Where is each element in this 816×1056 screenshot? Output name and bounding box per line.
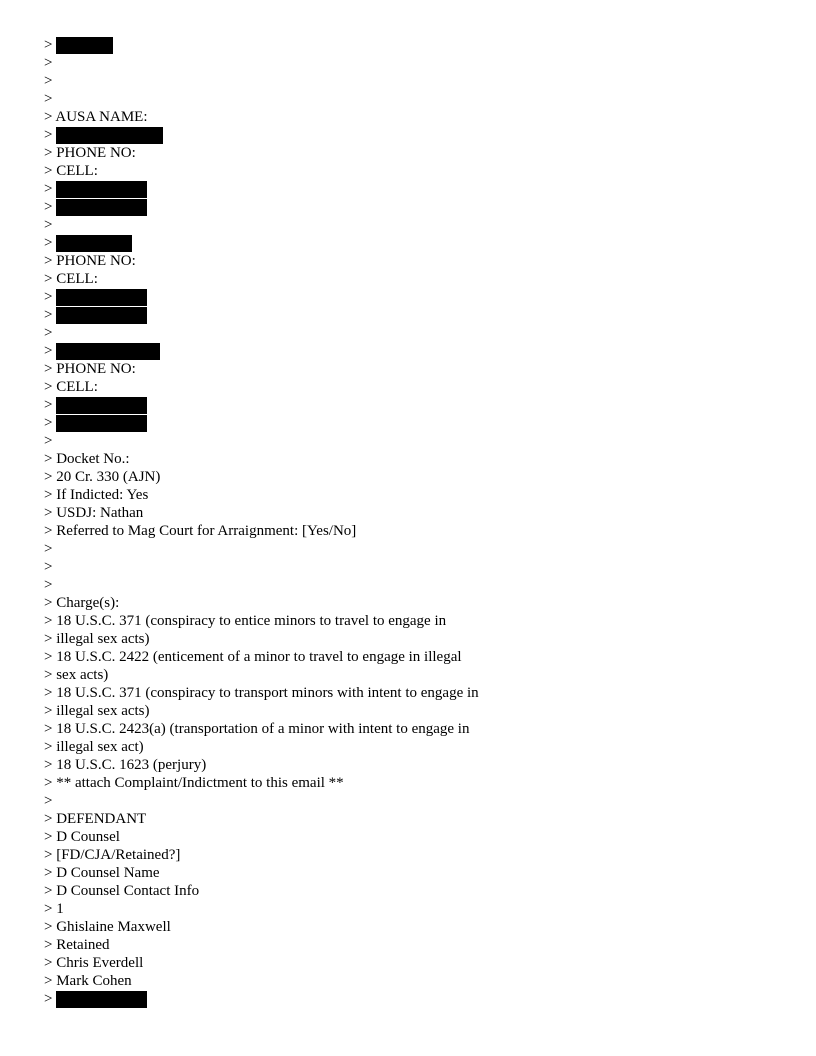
- redacted-line: [44, 342, 784, 360]
- quote-marker: >: [44, 721, 53, 737]
- line-text: 18 U.S.C. 371 (conspiracy to transport minors with intent to engage in: [52, 685, 479, 701]
- line-text: 1: [52, 901, 64, 917]
- quote-marker: >: [44, 307, 53, 323]
- quote-marker: >: [44, 397, 53, 413]
- quote-marker: >: [44, 829, 53, 845]
- line-text: D Counsel: [52, 829, 120, 845]
- quote-marker: >: [44, 505, 53, 521]
- text-line: [44, 360, 784, 378]
- line-text: D Counsel Contact Info: [52, 883, 200, 899]
- text-line: [44, 162, 784, 180]
- text-line: [44, 648, 784, 666]
- quote-marker: >: [44, 757, 53, 773]
- line-text: CELL:: [52, 271, 98, 287]
- quote-marker: >: [44, 343, 53, 359]
- text-line: [44, 738, 784, 756]
- text-line: [44, 432, 784, 450]
- quote-marker: >: [44, 883, 53, 899]
- line-text: illegal sex acts): [52, 703, 150, 719]
- quote-marker: >: [44, 325, 53, 341]
- quote-marker: >: [44, 181, 53, 197]
- line-text: CELL:: [52, 163, 98, 179]
- line-text: ** attach Complaint/Indictment to this email **: [52, 775, 344, 791]
- line-text: DEFENDANT: [52, 811, 147, 827]
- quote-marker: >: [44, 145, 53, 161]
- quote-marker: >: [44, 289, 53, 305]
- text-line: [44, 144, 784, 162]
- redaction-box: [56, 343, 160, 360]
- redacted-line: [44, 126, 784, 144]
- quote-marker: >: [44, 901, 53, 917]
- text-line: [44, 720, 784, 738]
- text-line: [44, 594, 784, 612]
- line-text: Charge(s):: [52, 595, 120, 611]
- text-line: [44, 486, 784, 504]
- text-line: [44, 630, 784, 648]
- line-text: 18 U.S.C. 2422 (enticement of a minor to travel to engage in illegal: [52, 649, 462, 665]
- redacted-line: [44, 396, 784, 414]
- quote-marker: >: [44, 775, 53, 791]
- line-text: CELL:: [52, 379, 98, 395]
- text-line: [44, 666, 784, 684]
- quote-marker: >: [44, 667, 53, 683]
- quote-marker: >: [44, 703, 53, 719]
- quote-marker: >: [44, 163, 53, 179]
- quote-marker: >: [44, 271, 53, 287]
- redaction-box: [56, 181, 147, 198]
- line-text: PHONE NO:: [52, 361, 136, 377]
- quote-marker: >: [44, 541, 53, 557]
- quote-marker: >: [44, 235, 53, 251]
- quote-marker: >: [44, 631, 53, 647]
- line-text: 18 U.S.C. 1623 (perjury): [52, 757, 207, 773]
- quote-marker: >: [44, 919, 53, 935]
- line-text: illegal sex acts): [52, 631, 150, 647]
- line-text: [FD/CJA/Retained?]: [52, 847, 181, 863]
- line-text: 18 U.S.C. 371 (conspiracy to entice minors to travel to engage in: [52, 613, 447, 629]
- text-line: [44, 612, 784, 630]
- redaction-box: [56, 397, 147, 414]
- text-line: [44, 54, 784, 72]
- quote-marker: >: [44, 955, 53, 971]
- text-line: [44, 72, 784, 90]
- text-line: [44, 756, 784, 774]
- text-line: [44, 558, 784, 576]
- text-line: [44, 810, 784, 828]
- text-line: [44, 936, 784, 954]
- redacted-line: [44, 990, 784, 1008]
- quote-marker: >: [44, 91, 53, 107]
- quote-marker: >: [44, 613, 53, 629]
- quote-marker: >: [44, 523, 53, 539]
- redaction-box: [56, 235, 132, 252]
- line-text: 20 Cr. 330 (AJN): [52, 469, 161, 485]
- line-text: Referred to Mag Court for Arraignment: [Yes/No]: [52, 523, 357, 539]
- quote-marker: >: [44, 55, 53, 71]
- redacted-line: [44, 306, 784, 324]
- quote-marker: >: [44, 469, 53, 485]
- quote-marker: >: [44, 487, 53, 503]
- quote-marker: >: [44, 379, 53, 395]
- line-text: 18 U.S.C. 2423(a) (transportation of a minor with intent to engage in: [52, 721, 470, 737]
- text-line: [44, 900, 784, 918]
- text-line: [44, 504, 784, 522]
- quote-marker: >: [44, 811, 53, 827]
- text-line: [44, 774, 784, 792]
- quote-marker: >: [44, 793, 53, 809]
- text-line: [44, 954, 784, 972]
- redaction-box: [56, 127, 163, 144]
- text-line: [44, 972, 784, 990]
- quote-marker: >: [44, 127, 53, 143]
- quote-marker: >: [44, 559, 53, 575]
- text-line: [44, 270, 784, 288]
- quote-marker: >: [44, 865, 53, 881]
- quote-marker: >: [44, 415, 53, 431]
- redacted-line: [44, 180, 784, 198]
- text-line: [44, 378, 784, 396]
- text-line: [44, 576, 784, 594]
- text-line: [44, 828, 784, 846]
- text-line: [44, 882, 784, 900]
- line-text: If Indicted: Yes: [52, 487, 149, 503]
- quote-marker: >: [44, 739, 53, 755]
- redaction-box: [56, 289, 147, 306]
- line-text: PHONE NO:: [52, 145, 136, 161]
- text-line: [44, 540, 784, 558]
- quote-marker: >: [44, 991, 53, 1007]
- text-line: [44, 450, 784, 468]
- redacted-line: [44, 198, 784, 216]
- text-line: [44, 522, 784, 540]
- quote-marker: >: [44, 433, 53, 449]
- line-text: illegal sex act): [52, 739, 144, 755]
- text-line: [44, 918, 784, 936]
- text-line: [44, 702, 784, 720]
- quote-marker: >: [44, 109, 53, 125]
- redaction-box: [56, 991, 147, 1008]
- text-line: [44, 468, 784, 486]
- quote-marker: >: [44, 847, 53, 863]
- redaction-box: [56, 199, 147, 216]
- redacted-line: [44, 414, 784, 432]
- line-text: Mark Cohen: [52, 973, 132, 989]
- line-text: sex acts): [52, 667, 109, 683]
- quote-marker: >: [44, 217, 53, 233]
- text-line: [44, 846, 784, 864]
- line-text: AUSA NAME:: [52, 109, 148, 125]
- line-text: Chris Everdell: [52, 955, 144, 971]
- line-text: Retained: [52, 937, 110, 953]
- email-quoted-text: [44, 36, 784, 1008]
- text-line: [44, 252, 784, 270]
- quote-marker: >: [44, 649, 53, 665]
- quote-marker: >: [44, 685, 53, 701]
- text-line: [44, 216, 784, 234]
- line-text: Docket No.:: [52, 451, 130, 467]
- line-text: USDJ: Nathan: [52, 505, 144, 521]
- line-text: Ghislaine Maxwell: [52, 919, 171, 935]
- redacted-line: [44, 288, 784, 306]
- quote-marker: >: [44, 973, 53, 989]
- redaction-box: [56, 307, 147, 324]
- line-text: D Counsel Name: [52, 865, 160, 881]
- text-line: [44, 864, 784, 882]
- redaction-box: [56, 37, 113, 54]
- quote-marker: >: [44, 451, 53, 467]
- redacted-line: [44, 36, 784, 54]
- quote-marker: >: [44, 937, 53, 953]
- quote-marker: >: [44, 37, 53, 53]
- text-line: [44, 792, 784, 810]
- text-line: [44, 324, 784, 342]
- redaction-box: [56, 415, 147, 432]
- quote-marker: >: [44, 73, 53, 89]
- quote-marker: >: [44, 577, 53, 593]
- text-line: [44, 684, 784, 702]
- quote-marker: >: [44, 199, 53, 215]
- quote-marker: >: [44, 361, 53, 377]
- text-line: [44, 108, 784, 126]
- text-line: [44, 90, 784, 108]
- quote-marker: >: [44, 595, 53, 611]
- line-text: PHONE NO:: [52, 253, 136, 269]
- quote-marker: >: [44, 253, 53, 269]
- redacted-line: [44, 234, 784, 252]
